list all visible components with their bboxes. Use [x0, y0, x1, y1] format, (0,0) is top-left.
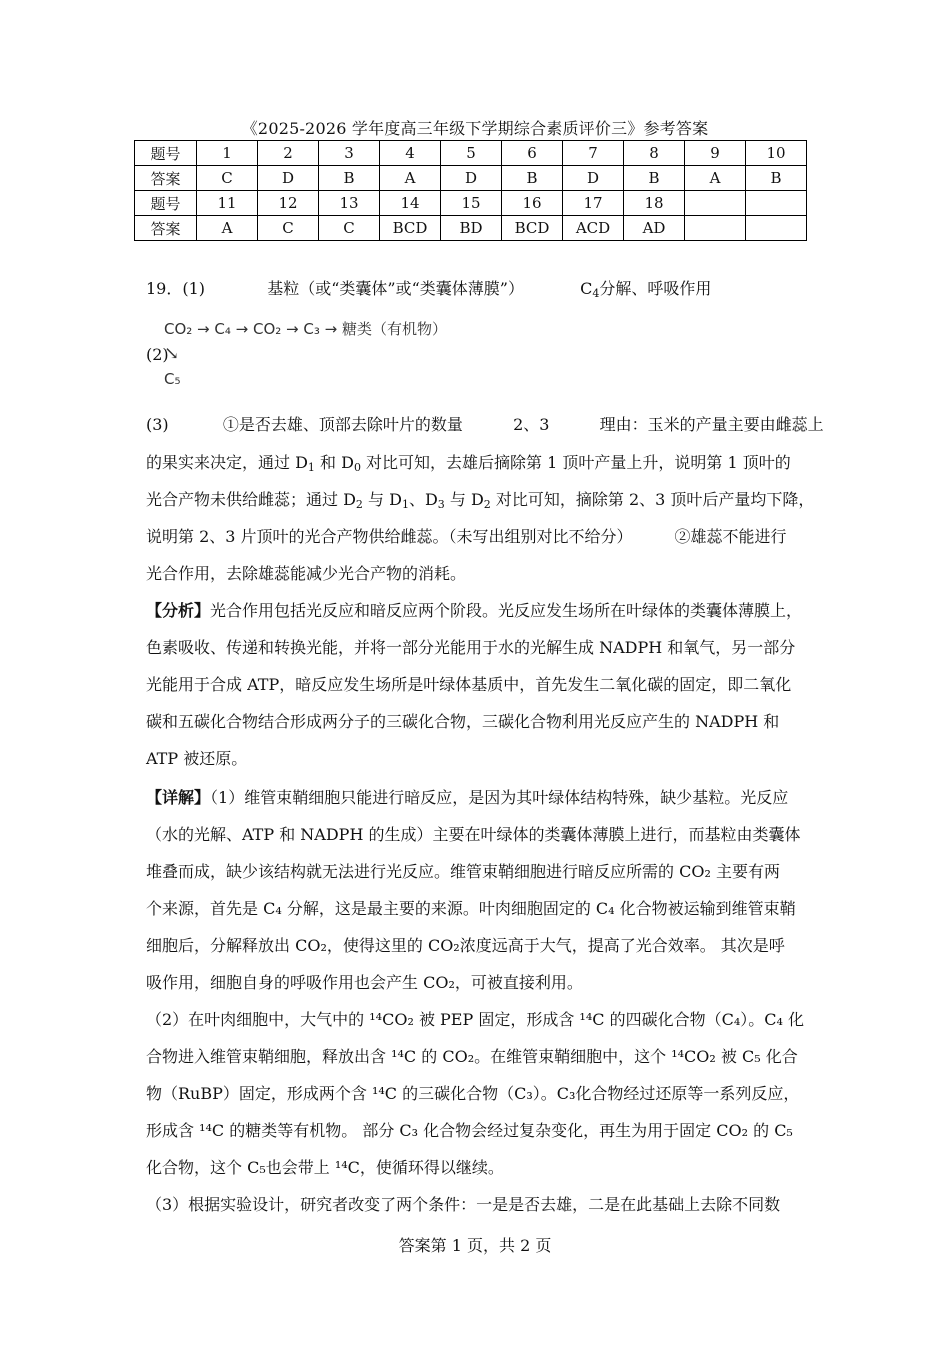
- detail-line5: 细胞后，分解释放出 CO₂，使得这里的 CO₂浓度远高于大气，提高了光合效率。 其次是呼: [146, 936, 785, 955]
- row-label: 答案: [135, 166, 197, 191]
- table-cell: [685, 191, 746, 216]
- table-cell: A: [685, 166, 746, 191]
- page-footer: 答案第 1 页，共 2 页: [398, 1236, 552, 1255]
- analysis-line3: 光能用于合成 ATP，暗反应发生场所是叶绿体基质中，首先发生二氧化碳的固定，即二氧化: [146, 675, 792, 694]
- q19-part3-line1: (3) ①是否去雄、顶部去除叶片的数量 2、3 理由：玉米的产量主要由雌蕊上: [146, 415, 824, 434]
- table-cell: 8: [624, 141, 685, 166]
- table-row: [135, 166, 807, 191]
- detail-line8: 合物进入维管束鞘细胞，释放出含 ¹⁴C 的 CO₂。在维管束鞘细胞中，这个 ¹⁴CO₂ 被 C₅ 化合: [146, 1047, 798, 1066]
- detail-line4: 个来源，首先是 C₄ 分解，这是最主要的来源。叶肉细胞固定的 C₄ 化合物被运输到维管束鞘: [146, 899, 796, 918]
- detail-line1: 【详解】（1）维管束鞘细胞只能进行暗反应，是因为其叶绿体结构特殊，缺少基粒。光反应: [146, 788, 789, 807]
- q19-part3-line2: 的果实来决定，通过 $D_1$ 和 $D_0$ 对比可知，去雄后摘除第 1 顶叶产量上升，说明第 1 顶叶的: [146, 453, 791, 474]
- detail-line10: 形成含 ¹⁴C 的糖类等有机物。 部分 C₃ 化合物会经过复杂变化，再生为用于固定 CO₂ 的 C₅: [146, 1121, 793, 1140]
- analysis-line4: 碳和五碳化合物结合形成两分子的三碳化合物，三碳化合物利用光反应产生的 NADPH 和: [146, 712, 780, 731]
- table-cell: 16: [502, 191, 563, 216]
- table-cell: BCD: [502, 216, 563, 241]
- table-cell: D: [563, 166, 624, 191]
- q19-part3-line4: 说明第 2、3 片顶叶的光合产物供给雌蕊。（未写出组别对比不给分） ②雄蕊不能进行: [146, 527, 787, 546]
- detail-line12: （3）根据实验设计，研究者改变了两个条件：一是是否去雄，二是在此基础上去除不同数: [146, 1195, 781, 1214]
- row-label: 答案: [135, 216, 197, 241]
- page-title: 《2025-2026 学年度高三年级下学期综合素质评价三》参考答案: [241, 119, 709, 138]
- q19-part1-answer-a: 基粒（或“类囊体”或“类囊体薄膜”）: [267, 279, 524, 298]
- table-cell: C: [197, 166, 258, 191]
- table-cell: 7: [563, 141, 624, 166]
- table-cell: BCD: [380, 216, 441, 241]
- table-cell: [746, 216, 807, 241]
- table-cell: AD: [624, 216, 685, 241]
- diagonal-arrow-icon: ↘: [164, 343, 180, 364]
- table-cell: [685, 216, 746, 241]
- table-cell: 6: [502, 141, 563, 166]
- detail-line9: 物（RuBP）固定，形成两个含 ¹⁴C 的三碳化合物（C₃）。C₃化合物经过还原等一系列反应，: [146, 1084, 800, 1103]
- table-cell: 17: [563, 191, 624, 216]
- detail-line3: 堆叠而成，缺少该结构就无法进行光反应。维管束鞘细胞进行暗反应所需的 CO₂ 主要有两: [146, 862, 780, 881]
- detail-line11: 化合物，这个 C₅也会带上 ¹⁴C，使循环得以继续。: [146, 1158, 504, 1177]
- answer-table: [134, 140, 807, 241]
- row-label: 题号: [135, 191, 197, 216]
- table-cell: 1: [197, 141, 258, 166]
- table-cell: A: [197, 216, 258, 241]
- table-cell: 3: [319, 141, 380, 166]
- table-cell: B: [502, 166, 563, 191]
- table-cell: [746, 191, 807, 216]
- table-cell: 15: [441, 191, 502, 216]
- table-cell: 12: [258, 191, 319, 216]
- table-cell: B: [319, 166, 380, 191]
- table-cell: D: [441, 166, 502, 191]
- q19-part1-label: 19．(1): [146, 279, 206, 298]
- table-cell: C: [319, 216, 380, 241]
- table-cell: B: [624, 166, 685, 191]
- table-cell: 18: [624, 191, 685, 216]
- q19-part1: [146, 279, 711, 304]
- detail-line7: （2）在叶肉细胞中，大气中的 ¹⁴CO₂ 被 PEP 固定，形成含 ¹⁴C 的四碳化合物（C₄）。C₄ 化: [146, 1010, 804, 1029]
- flow-c5-node: C₅: [164, 370, 181, 388]
- table-cell: 11: [197, 191, 258, 216]
- table-row: [135, 216, 807, 241]
- q19-part1-answer-b: $C_4$分解、呼吸作用: [580, 279, 712, 300]
- table-cell: 13: [319, 191, 380, 216]
- q19-part2-label: (2): [146, 345, 169, 364]
- analysis-line2: 色素吸收、传递和转换光能，并将一部分光能用于水的光解生成 NADPH 和氧气，另一部分: [146, 638, 796, 657]
- table-cell: 10: [746, 141, 807, 166]
- table-cell: BD: [441, 216, 502, 241]
- table-cell: 2: [258, 141, 319, 166]
- table-cell: A: [380, 166, 441, 191]
- table-cell: 14: [380, 191, 441, 216]
- analysis-line5: ATP 被还原。: [146, 749, 248, 768]
- detail-line6: 吸作用，细胞自身的呼吸作用也会产生 CO₂，可被直接利用。: [146, 973, 583, 992]
- table-row: [135, 191, 807, 216]
- q19-part3-line3: 光合产物未供给雌蕊；通过 $D_2$ 与 $D_1$、$D_3$ 与 $D_2$ 对比可知，摘除第 2、3 顶叶后产量均下降，: [146, 490, 815, 511]
- detail-line2: （水的光解、ATP 和 NADPH 的生成）主要在叶绿体的类囊体薄膜上进行，而基粒由类囊体: [146, 825, 801, 844]
- table-row: [135, 141, 807, 166]
- table-cell: 5: [441, 141, 502, 166]
- table-cell: D: [258, 166, 319, 191]
- table-cell: 4: [380, 141, 441, 166]
- analysis-line1: 【分析】光合作用包括光反应和暗反应两个阶段。光反应发生场所在叶绿体的类囊体薄膜上，: [146, 601, 803, 620]
- table-cell: ACD: [563, 216, 624, 241]
- table-cell: B: [746, 166, 807, 191]
- table-cell: 9: [685, 141, 746, 166]
- table-cell: C: [258, 216, 319, 241]
- carbon-flow-diagram: CO₂ → C₄ → CO₂ → C₃ → 糖类（有机物）: [164, 320, 447, 338]
- row-label: 题号: [135, 141, 197, 166]
- q19-part3-line5: 光合作用，去除雄蕊能减少光合产物的消耗。: [146, 564, 467, 583]
